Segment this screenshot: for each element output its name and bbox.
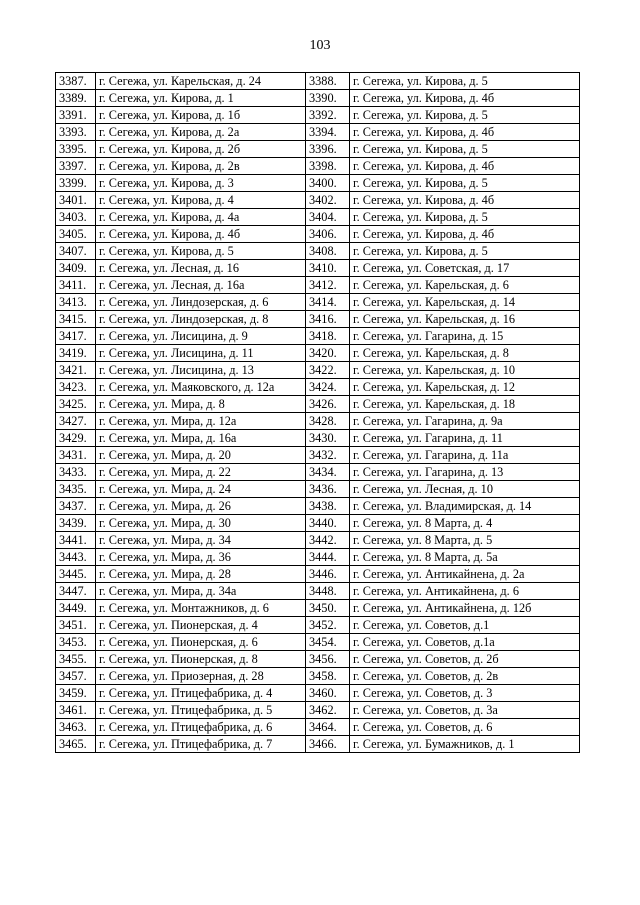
address-left: г. Сегежа, ул. Кирова, д. 3 [96,175,306,192]
table-row [56,719,580,736]
entry-number-right: 3410. [306,260,350,277]
table-row [56,685,580,702]
address-right: г. Сегежа, ул. Кирова, д. 5 [350,107,580,124]
address-left: г. Сегежа, ул. Мира, д. 36 [96,549,306,566]
address-right: г. Сегежа, ул. Гагарина, д. 11 [350,430,580,447]
entry-number-right: 3418. [306,328,350,345]
table-row [56,464,580,481]
entry-number-right: 3396. [306,141,350,158]
entry-number-left: 3417. [56,328,96,345]
address-right: г. Сегежа, ул. Карельская, д. 18 [350,396,580,413]
entry-number-right: 3424. [306,379,350,396]
entry-number-right: 3460. [306,685,350,702]
entry-number-left: 3423. [56,379,96,396]
address-right: г. Сегежа, ул. Карельская, д. 14 [350,294,580,311]
address-right: г. Сегежа, ул. Кирова, д. 5 [350,175,580,192]
address-left: г. Сегежа, ул. Мира, д. 30 [96,515,306,532]
entry-number-right: 3462. [306,702,350,719]
table-row [56,243,580,260]
entry-number-right: 3420. [306,345,350,362]
address-left: г. Сегежа, ул. Кирова, д. 4б [96,226,306,243]
entry-number-right: 3400. [306,175,350,192]
address-left: г. Сегежа, ул. Мира, д. 20 [96,447,306,464]
table-row [56,158,580,175]
table-row [56,668,580,685]
entry-number-left: 3429. [56,430,96,447]
table-row [56,532,580,549]
entry-number-left: 3405. [56,226,96,243]
address-right: г. Сегежа, ул. Советов, д. 2в [350,668,580,685]
address-left: г. Сегежа, ул. Кирова, д. 2в [96,158,306,175]
entry-number-left: 3421. [56,362,96,379]
address-right: г. Сегежа, ул. Кирова, д. 4б [350,192,580,209]
entry-number-left: 3409. [56,260,96,277]
entry-number-left: 3403. [56,209,96,226]
entry-number-right: 3412. [306,277,350,294]
address-left: г. Сегежа, ул. Лисицина, д. 9 [96,328,306,345]
entry-number-right: 3430. [306,430,350,447]
address-left: г. Сегежа, ул. Птицефабрика, д. 4 [96,685,306,702]
address-left: г. Сегежа, ул. Лисицина, д. 13 [96,362,306,379]
entry-number-left: 3451. [56,617,96,634]
entry-number-left: 3445. [56,566,96,583]
entry-number-left: 3457. [56,668,96,685]
table-row [56,702,580,719]
entry-number-left: 3435. [56,481,96,498]
table-row [56,515,580,532]
address-right: г. Сегежа, ул. Лесная, д. 10 [350,481,580,498]
address-left: г. Сегежа, ул. Кирова, д. 4а [96,209,306,226]
address-left: г. Сегежа, ул. Лисицина, д. 11 [96,345,306,362]
table-row [56,430,580,447]
address-right: г. Сегежа, ул. Гагарина, д. 11а [350,447,580,464]
table-row [56,634,580,651]
address-right: г. Сегежа, ул. Советов, д. 3 [350,685,580,702]
table-row [56,124,580,141]
address-left: г. Сегежа, ул. Птицефабрика, д. 6 [96,719,306,736]
table-row [56,192,580,209]
entry-number-right: 3452. [306,617,350,634]
entry-number-right: 3428. [306,413,350,430]
table-row [56,617,580,634]
table-row [56,260,580,277]
entry-number-left: 3419. [56,345,96,362]
address-right: г. Сегежа, ул. Кирова, д. 5 [350,243,580,260]
entry-number-left: 3425. [56,396,96,413]
entry-number-right: 3388. [306,73,350,90]
entry-number-right: 3458. [306,668,350,685]
address-right: г. Сегежа, ул. Кирова, д. 4б [350,158,580,175]
entry-number-right: 3432. [306,447,350,464]
table-row [56,583,580,600]
entry-number-left: 3413. [56,294,96,311]
table-row [56,294,580,311]
entry-number-right: 3456. [306,651,350,668]
address-table-body [56,73,580,753]
address-right: г. Сегежа, ул. Кирова, д. 5 [350,141,580,158]
entry-number-left: 3465. [56,736,96,753]
entry-number-right: 3426. [306,396,350,413]
entry-number-right: 3394. [306,124,350,141]
address-left: г. Сегежа, ул. Мира, д. 16а [96,430,306,447]
address-right: г. Сегежа, ул. Гагарина, д. 9а [350,413,580,430]
entry-number-left: 3427. [56,413,96,430]
table-row [56,379,580,396]
table-row [56,345,580,362]
address-left: г. Сегежа, ул. Кирова, д. 2б [96,141,306,158]
entry-number-right: 3438. [306,498,350,515]
entry-number-left: 3407. [56,243,96,260]
address-left: г. Сегежа, ул. Мира, д. 8 [96,396,306,413]
address-right: г. Сегежа, ул. 8 Марта, д. 5 [350,532,580,549]
entry-number-right: 3436. [306,481,350,498]
entry-number-right: 3466. [306,736,350,753]
entry-number-left: 3439. [56,515,96,532]
address-left: г. Сегежа, ул. Кирова, д. 2а [96,124,306,141]
address-table [55,72,580,753]
address-right: г. Сегежа, ул. Антикайнена, д. 2а [350,566,580,583]
address-right: г. Сегежа, ул. Гагарина, д. 13 [350,464,580,481]
entry-number-left: 3411. [56,277,96,294]
table-row [56,651,580,668]
address-left: г. Сегежа, ул. Мира, д. 26 [96,498,306,515]
table-row [56,277,580,294]
entry-number-right: 3444. [306,549,350,566]
entry-number-left: 3443. [56,549,96,566]
table-row [56,481,580,498]
entry-number-left: 3461. [56,702,96,719]
entry-number-left: 3431. [56,447,96,464]
table-row [56,396,580,413]
address-right: г. Сегежа, ул. Советов, д. 6 [350,719,580,736]
address-left: г. Сегежа, ул. Кирова, д. 1б [96,107,306,124]
table-row [56,311,580,328]
address-right: г. Сегежа, ул. Кирова, д. 4б [350,90,580,107]
entry-number-left: 3453. [56,634,96,651]
page-number: 103 [309,38,331,53]
table-row [56,90,580,107]
address-right: г. Сегежа, ул. Карельская, д. 8 [350,345,580,362]
address-right: г. Сегежа, ул. Карельская, д. 6 [350,277,580,294]
address-left: г. Сегежа, ул. Монтажников, д. 6 [96,600,306,617]
address-left: г. Сегежа, ул. Кирова, д. 1 [96,90,306,107]
entry-number-left: 3433. [56,464,96,481]
address-left: г. Сегежа, ул. Линдозерская, д. 8 [96,311,306,328]
entry-number-left: 3389. [56,90,96,107]
address-left: г. Сегежа, ул. Птицефабрика, д. 5 [96,702,306,719]
address-right: г. Сегежа, ул. Карельская, д. 16 [350,311,580,328]
address-right: г. Сегежа, ул. Кирова, д. 5 [350,73,580,90]
entry-number-left: 3449. [56,600,96,617]
address-left: г. Сегежа, ул. Пионерская, д. 6 [96,634,306,651]
address-left: г. Сегежа, ул. Пионерская, д. 8 [96,651,306,668]
address-left: г. Сегежа, ул. Карельская, д. 24 [96,73,306,90]
entry-number-right: 3406. [306,226,350,243]
entry-number-left: 3447. [56,583,96,600]
address-right: г. Сегежа, ул. 8 Марта, д. 5а [350,549,580,566]
address-left: г. Сегежа, ул. Кирова, д. 4 [96,192,306,209]
address-right: г. Сегежа, ул. Советская, д. 17 [350,260,580,277]
entry-number-right: 3390. [306,90,350,107]
entry-number-right: 3408. [306,243,350,260]
entry-number-left: 3387. [56,73,96,90]
table-row [56,226,580,243]
address-left: г. Сегежа, ул. Пионерская, д. 4 [96,617,306,634]
table-row [56,447,580,464]
table-row [56,328,580,345]
address-right: г. Сегежа, ул. Бумажников, д. 1 [350,736,580,753]
table-row [56,141,580,158]
entry-number-right: 3404. [306,209,350,226]
entry-number-right: 3434. [306,464,350,481]
address-left: г. Сегежа, ул. Птицефабрика, д. 7 [96,736,306,753]
address-left: г. Сегежа, ул. Маяковского, д. 12а [96,379,306,396]
address-right: г. Сегежа, ул. Советов, д. 2б [350,651,580,668]
address-right: г. Сегежа, ул. Гагарина, д. 15 [350,328,580,345]
entry-number-right: 3398. [306,158,350,175]
address-left: г. Сегежа, ул. Мира, д. 22 [96,464,306,481]
entry-number-left: 3391. [56,107,96,124]
address-left: г. Сегежа, ул. Мира, д. 12а [96,413,306,430]
entry-number-right: 3454. [306,634,350,651]
address-left: г. Сегежа, ул. Линдозерская, д. 6 [96,294,306,311]
entry-number-left: 3459. [56,685,96,702]
address-right: г. Сегежа, ул. Карельская, д. 12 [350,379,580,396]
address-right: г. Сегежа, ул. Кирова, д. 4б [350,226,580,243]
entry-number-left: 3463. [56,719,96,736]
address-right: г. Сегежа, ул. Антикайнена, д. 12б [350,600,580,617]
entry-number-right: 3392. [306,107,350,124]
entry-number-left: 3401. [56,192,96,209]
address-right: г. Сегежа, ул. Карельская, д. 10 [350,362,580,379]
address-left: г. Сегежа, ул. Мира, д. 34а [96,583,306,600]
table-row [56,73,580,90]
address-left: г. Сегежа, ул. Лесная, д. 16а [96,277,306,294]
table-row [56,498,580,515]
address-right: г. Сегежа, ул. Владимирская, д. 14 [350,498,580,515]
address-left: г. Сегежа, ул. Мира, д. 24 [96,481,306,498]
address-right: г. Сегежа, ул. Советов, д.1 [350,617,580,634]
address-right: г. Сегежа, ул. Советов, д.1а [350,634,580,651]
entry-number-left: 3455. [56,651,96,668]
address-left: г. Сегежа, ул. Лесная, д. 16 [96,260,306,277]
address-left: г. Сегежа, ул. Мира, д. 34 [96,532,306,549]
entry-number-left: 3441. [56,532,96,549]
table-row [56,362,580,379]
table-row [56,175,580,192]
entry-number-left: 3437. [56,498,96,515]
entry-number-right: 3440. [306,515,350,532]
entry-number-right: 3402. [306,192,350,209]
address-left: г. Сегежа, ул. Приозерная, д. 28 [96,668,306,685]
entry-number-right: 3442. [306,532,350,549]
entry-number-left: 3415. [56,311,96,328]
table-row [56,736,580,753]
table-row [56,549,580,566]
entry-number-right: 3446. [306,566,350,583]
table-row [56,566,580,583]
address-right: г. Сегежа, ул. Кирова, д. 5 [350,209,580,226]
entry-number-right: 3448. [306,583,350,600]
entry-number-right: 3422. [306,362,350,379]
table-row [56,209,580,226]
entry-number-left: 3393. [56,124,96,141]
address-right: г. Сегежа, ул. Антикайнена, д. 6 [350,583,580,600]
address-right: г. Сегежа, ул. Советов, д. 3а [350,702,580,719]
address-right: г. Сегежа, ул. Кирова, д. 4б [350,124,580,141]
entry-number-left: 3399. [56,175,96,192]
table-row [56,600,580,617]
table-row [56,413,580,430]
entry-number-right: 3416. [306,311,350,328]
address-left: г. Сегежа, ул. Мира, д. 28 [96,566,306,583]
entry-number-left: 3395. [56,141,96,158]
address-right: г. Сегежа, ул. 8 Марта, д. 4 [350,515,580,532]
entry-number-right: 3414. [306,294,350,311]
address-left: г. Сегежа, ул. Кирова, д. 5 [96,243,306,260]
entry-number-right: 3464. [306,719,350,736]
table-row [56,107,580,124]
entry-number-right: 3450. [306,600,350,617]
entry-number-left: 3397. [56,158,96,175]
